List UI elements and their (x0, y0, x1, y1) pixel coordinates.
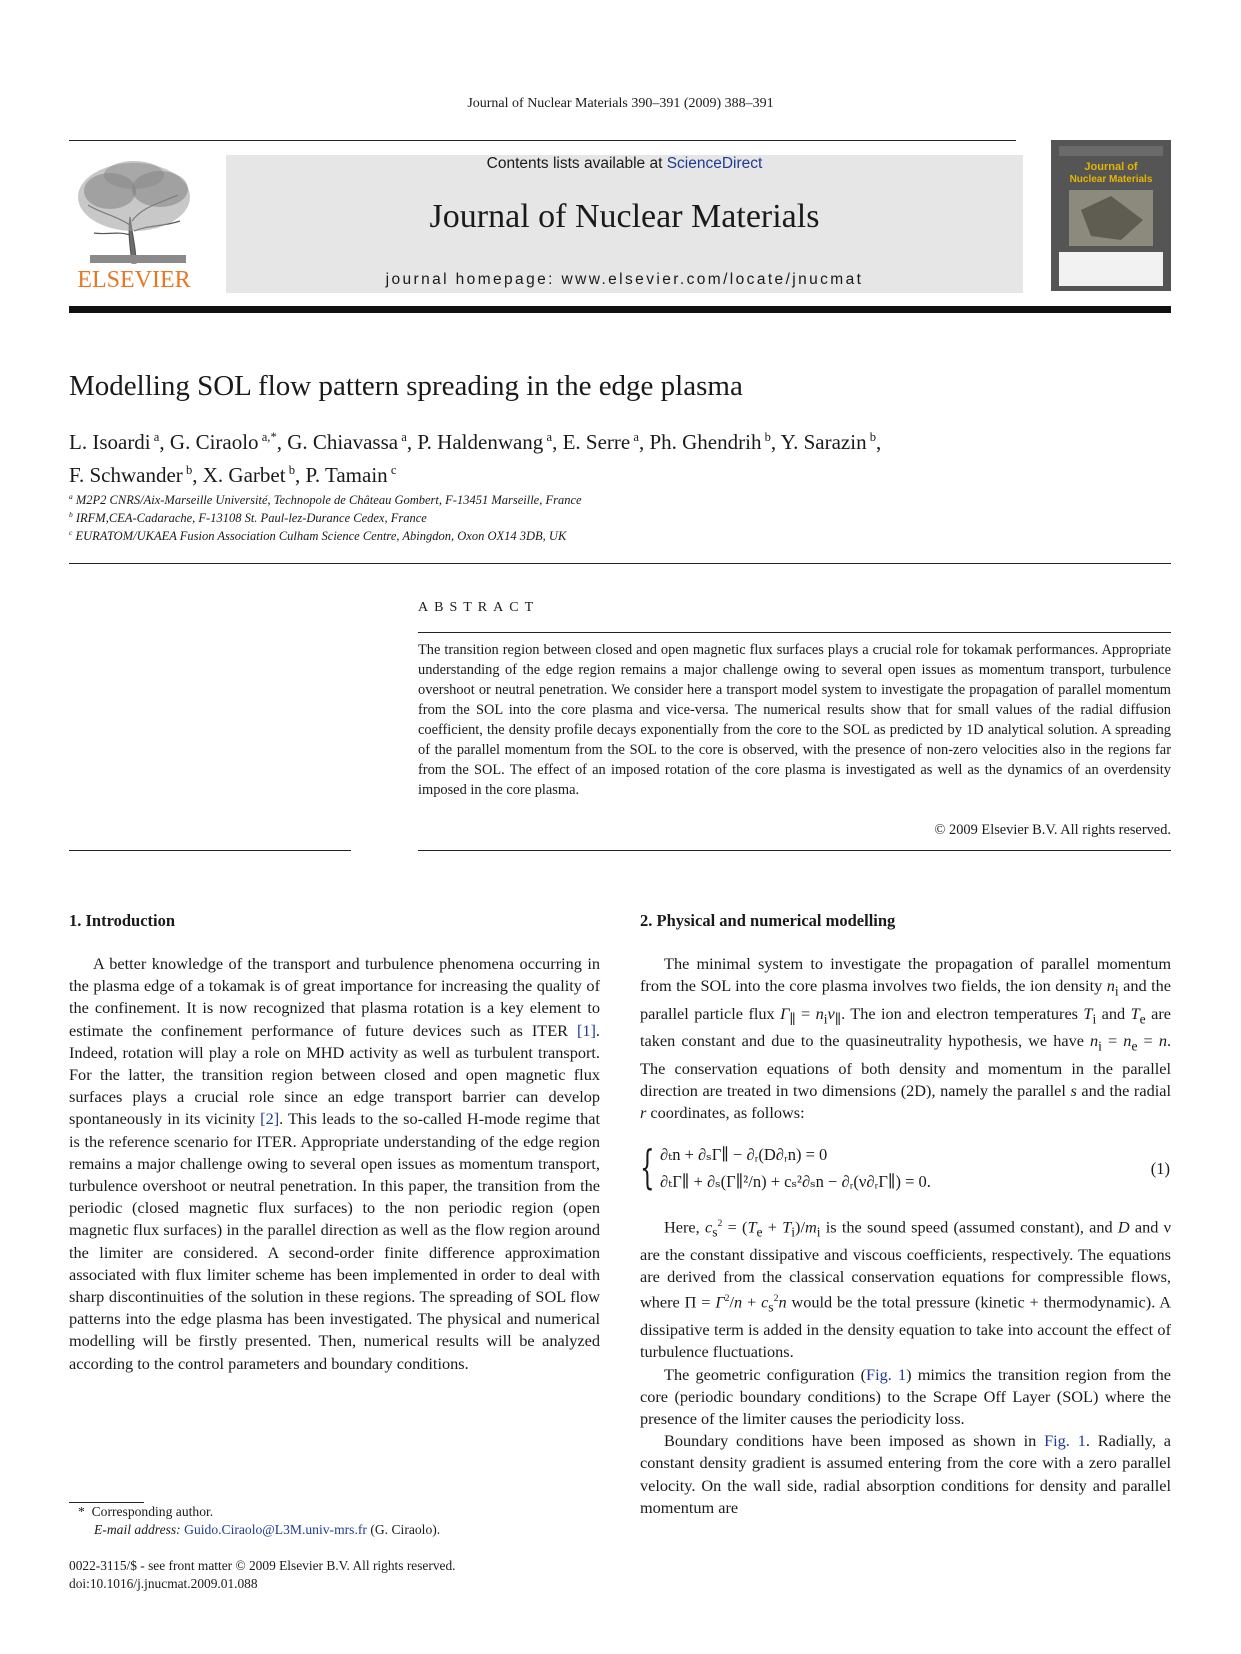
author-affiliation-mark: a (150, 430, 160, 444)
affiliation-a: $^a$ M2P2 CNRS/Aix-Marseille Université, Technopole de Château Gombert, F-13451 Marseille, France (69, 492, 582, 508)
author-list (69, 423, 1179, 489)
elsevier-logo (70, 155, 198, 293)
journal-cover-image (1051, 140, 1171, 291)
modelling-paragraph-2: Here, $c_s^2 = (T_e + T_i)/m_i$ is the sound speed (assumed constant), and D and ν are the constant dissipative and viscous coefficients, respectively. The equations are derived from the classical conservation equations for compressible flows, where $\Pi = \Gamma^2/n + c_s^2n$ would be the total pressure (kinetic + thermodynamic). A dissipative term is added in the density equation to take into account the effect of turbulence fluctuations. (640, 1217, 1172, 1362)
equation-line-1: ∂ₜn + ∂ₛΓ∥ − ∂ᵣ(D∂ᵣn) = 0 (660, 1145, 828, 1164)
elsevier-logo-text: ELSEVIER (77, 267, 191, 293)
author-name: P. Haldenwang (417, 430, 544, 454)
author-name: X. Garbet (202, 463, 286, 487)
abstract-text: The transition region between closed and open magnetic flux surfaces plays a crucial role for tokamak performances. Appropriate understanding of the edge region remains a major challenge owing to several open issues as momentum transport, turbulence overshoot or neutral penetration. We consider here a transport model system to investigate the propagation of parallel momentum from the SOL into the core plasma and vice-versa. The numerical results show that for small values of the radial diffusion coefficient, the density profile decays exponentially from the core to the SOL as predicted by 1D analytical solution. A spreading of the parallel momentum from the SOL to the core is observed, with the presence of non-zero velocities also in the regions far from the SOL. The effect of an imposed rotation of the core plasma is investigated as well as the dynamics of an overdensity imposed in the core plasma. (418, 642, 1171, 798)
abstract-top-rule (418, 632, 1171, 633)
author-affiliation-mark: a,* (258, 430, 277, 444)
ref-2-link[interactable]: [2] (260, 1109, 280, 1129)
equation-line-2: ∂ₜΓ∥ + ∂ₛ(Γ∥²/n) + cₛ²∂ₛn − ∂ᵣ(ν∂ᵣΓ∥) = 0. (660, 1172, 931, 1191)
author-affiliation-mark: b (761, 430, 771, 444)
abstract-heading: ABSTRACT (418, 600, 540, 615)
fig-1-link[interactable]: Fig. 1 (866, 1364, 907, 1384)
author-line-2: F. Schwander $^b$, X. Garbet $^b$, P. Tamain $^c$ (69, 463, 397, 487)
author-line-1: L. Isoardi $^a$, G. Ciraolo $^{a,*}$, G. Chiavassa $^a$, P. Haldenwang $^a$, E. Serre $^a$, Ph. Ghendrih $^b$, Y. Sarazin $^b$, (69, 430, 882, 454)
fig-1-link-2[interactable]: Fig. 1 (1044, 1431, 1086, 1451)
abstract-bottom-rule (418, 850, 1171, 851)
left-bottom-rule (69, 850, 351, 851)
journal-banner (226, 155, 1023, 293)
sciencedirect-link[interactable]: ScienceDirect (666, 155, 763, 172)
intro-paragraph: A better knowledge of the transport and turbulence phenomena occurring in the plasma edge of a tokamak is of great importance for increasing the quality of the confinement. It is now recognized that plasma rotation is a key element to estimate the confinement performance of future devices such as ITER [1]. Indeed, rotation will play a role on MHD activity as well as turbulent transport. For the latter, the transition region between closed and open magnetic flux surfaces plays a crucial role since an edge transport barrier can develop spontaneously in its vicinity [2]. This leads to the so-called H-mode regime that is the reference scenario for ITER. Appropriate understanding of the edge region remains a major challenge owing to several open issues as momentum transport, turbulence overshoot or neutral penetration. In this paper, the transition from the periodic (closed magnetic flux surfaces) to the non periodic region (open magnetic flux surfaces) in the parallel direction as well as the flow region around the limiter are considered. A second-order finite difference approximation associated with flux limiter scheme has been implemented in order to deal with sharp discontinuities of the solution in these regions. The spreading of SOL flow patterns into the edge plasma has been investigated. The physical and numerical modelling will be firstly presented. Then, numerical results will be analyzed according to the control parameters and boundary conditions. (69, 954, 600, 1373)
author-affiliation-mark: c (387, 463, 397, 477)
author-name: G. Ciraolo (169, 430, 259, 454)
author-name: Y. Sarazin (780, 430, 867, 454)
author-affiliation-mark: b (285, 463, 296, 477)
issn-line: 0022-3115/$ - see front matter © 2009 Elsevier B.V. All rights reserved. (69, 1558, 456, 1573)
section-2-heading: 2. Physical and numerical modelling (640, 911, 896, 930)
corresponding-author-note: * Corresponding author. (78, 1504, 214, 1519)
cover-title-line2: Nuclear Materials (1069, 174, 1153, 185)
modelling-paragraph-4: Boundary conditions have been imposed as shown in Fig. 1. Radially, a constant density gradient is assumed entering from the core with a zero parallel velocity. On the wall side, radial absorption conditions for density and parallel momentum are (640, 1431, 1171, 1517)
equation-1: { ∂ₜn + ∂ₛΓ∥ − ∂ᵣ(D∂ᵣn) = 0 ∂ₜΓ∥ + ∂ₛ(Γ∥²/n) + cₛ²∂ₛn − ∂ᵣ(ν∂ᵣΓ∥) = 0. (1) (640, 1140, 1170, 1194)
cover-title-line1: Journal of (1084, 161, 1138, 173)
author-name: L. Isoardi (69, 430, 151, 454)
author-name: Ph. Ghendrih (649, 430, 762, 454)
section-2-body-a (640, 953, 1171, 1124)
section-2-body-b (640, 1213, 1171, 1519)
author-name: P. Tamain (305, 463, 388, 487)
author-name: F. Schwander (69, 463, 183, 487)
modelling-paragraph-3: The geometric configuration (Fig. 1) mimics the transition region from the core (periodic boundary conditions) to the Scrape Off Layer (SOL) where the presence of the limiter causes the periodicity loss. (640, 1364, 1171, 1428)
ref-1-link[interactable]: [1] (576, 1020, 596, 1040)
header-top-rule (69, 140, 1016, 141)
author-affiliation-mark: a (398, 430, 407, 444)
journal-title: Journal of Nuclear Materials (429, 198, 820, 235)
journal-citation: Journal of Nuclear Materials 390–391 (2009) 388–391 (467, 96, 774, 111)
modelling-paragraph-1: The minimal system to investigate the propagation of parallel momentum from the SOL into the core plasma involves two fields, the ion density $n_i$ and the parallel particle flux $\Gamma_\parallel = n_iv_\parallel$. The ion and electron temperatures $T_i$ and $T_e$ are taken constant and due to the quasineutrality hypothesis, we have $n_i = n_e = n$. The conservation equations of both density and momentum in the parallel direction are treated in two dimensions (2D), namely the parallel s and the radial r coordinates, as follows: (640, 954, 1172, 1122)
affiliation-c: $^c$ EURATOM/UKAEA Fusion Association Culham Science Centre, Abingdon, Oxon OX14 3DB, UK (69, 528, 567, 544)
equation-number: (1) (1150, 1159, 1170, 1178)
contents-prefix: Contents lists available at (486, 155, 667, 172)
email-link[interactable]: Guido.Ciraolo@L3M.univ-mrs.fr (184, 1522, 367, 1537)
section-1-body (69, 953, 600, 1375)
author-affiliation-mark: a (630, 430, 639, 444)
author-name: G. Chiavassa (287, 430, 399, 454)
footnote-rule (69, 1502, 144, 1503)
author-affiliation-mark: a (543, 430, 553, 444)
contents-line (226, 155, 1023, 173)
author-name: E. Serre (562, 430, 631, 454)
author-affiliation-mark: b (182, 463, 193, 477)
doi-line: doi:10.1016/j.jnucmat.2009.01.088 (69, 1576, 258, 1591)
journal-homepage[interactable]: journal homepage: www.elsevier.com/locate/jnucmat (385, 271, 864, 288)
affiliation-b: $^b$ IRFM,CEA-Cadarache, F-13108 St. Paul-lez-Durance Cedex, France (69, 510, 427, 526)
affiliation-rule (69, 563, 1171, 564)
header-thick-rule (69, 306, 1171, 313)
article-title: Modelling SOL flow pattern spreading in the edge plasma (69, 370, 743, 402)
email-note: E-mail address: Guido.Ciraolo@L3M.univ-mrs.fr (G. Ciraolo). (94, 1522, 441, 1537)
section-1-heading: 1. Introduction (69, 911, 176, 930)
abstract-copyright: © 2009 Elsevier B.V. All rights reserved. (934, 822, 1171, 838)
author-affiliation-mark: b (866, 430, 877, 444)
